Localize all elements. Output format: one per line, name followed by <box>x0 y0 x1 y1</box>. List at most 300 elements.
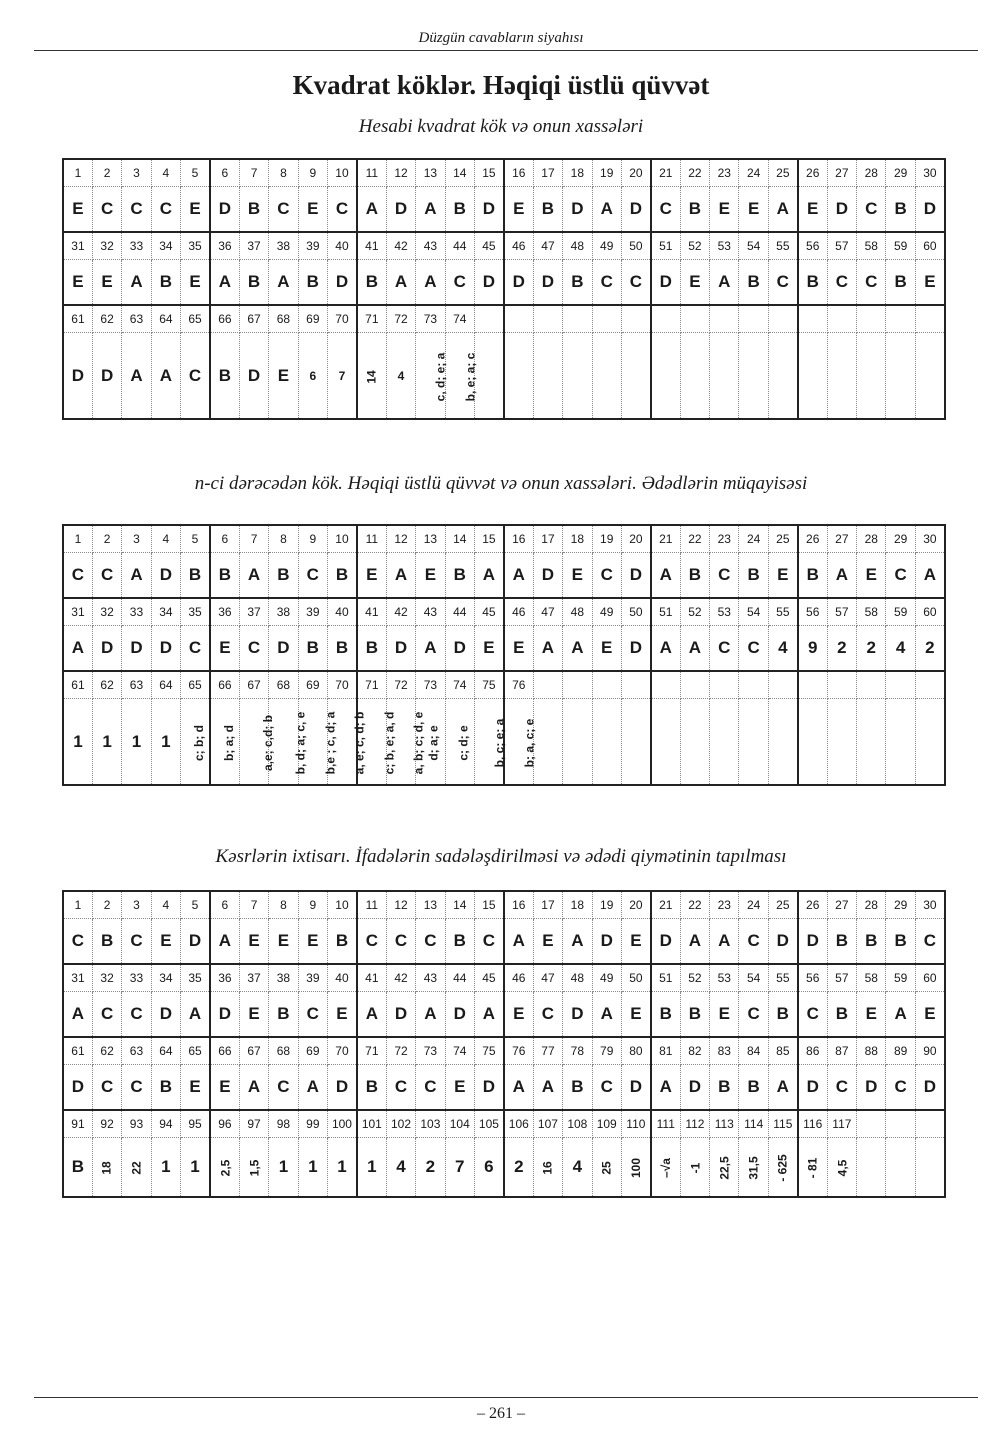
question-number: 6 <box>210 525 239 553</box>
question-number <box>504 305 533 333</box>
question-number: 22 <box>680 159 709 187</box>
question-number: 62 <box>92 1037 121 1065</box>
question-number: 60 <box>915 232 945 260</box>
answer-cell: E <box>680 260 709 306</box>
question-number: 89 <box>886 1037 915 1065</box>
answer-cell: A <box>563 626 592 672</box>
answer-cell: B <box>563 260 592 306</box>
answer-cell: A <box>563 919 592 965</box>
answer-cell: B <box>357 1065 386 1111</box>
question-number: 47 <box>533 232 562 260</box>
question-number: 61 <box>63 1037 92 1065</box>
question-number: 38 <box>269 598 298 626</box>
answer-cell: C <box>592 260 621 306</box>
answer-cell: D <box>680 1065 709 1111</box>
answer-cell: C <box>63 919 92 965</box>
question-number: 67 <box>239 305 268 333</box>
answer-row <box>63 553 945 599</box>
question-number: 69 <box>298 305 327 333</box>
question-number: 21 <box>651 159 680 187</box>
question-number: 13 <box>416 525 445 553</box>
question-number: 43 <box>416 964 445 992</box>
answer-cell: B <box>886 187 915 233</box>
question-number: 85 <box>768 1037 797 1065</box>
answer-cell: 1 <box>181 1138 210 1198</box>
question-number: 17 <box>533 525 562 553</box>
answer-cell: E <box>239 919 268 965</box>
answer-cell: A <box>533 626 562 672</box>
answer-cell: C <box>857 260 886 306</box>
answer-cell: C <box>857 187 886 233</box>
answer-cell: D <box>563 992 592 1038</box>
answer-cell: 2 <box>857 626 886 672</box>
answer-cell: E <box>710 992 739 1038</box>
question-number: 2 <box>92 525 121 553</box>
question-number: 47 <box>533 964 562 992</box>
answer-cell: C <box>269 187 298 233</box>
answer-cell: B <box>357 260 386 306</box>
answer-cell <box>445 699 474 786</box>
answer-cell: B <box>92 919 121 965</box>
answer-cell <box>651 333 680 420</box>
question-number: 73 <box>416 671 445 699</box>
answer-cell <box>592 699 621 786</box>
question-number: 61 <box>63 305 92 333</box>
question-number: 52 <box>680 598 709 626</box>
answer-cell: D <box>92 333 121 420</box>
question-number: 3 <box>122 159 151 187</box>
answer-cell: C <box>386 1065 415 1111</box>
question-number: 8 <box>269 891 298 919</box>
question-number: 43 <box>416 232 445 260</box>
question-number: 32 <box>92 598 121 626</box>
answer-cell: D <box>915 1065 945 1111</box>
question-number: 20 <box>621 159 650 187</box>
question-number <box>915 305 945 333</box>
question-number: 15 <box>474 159 503 187</box>
question-number: 37 <box>239 964 268 992</box>
question-number: 74 <box>445 1037 474 1065</box>
answer-cell <box>857 1138 886 1198</box>
question-number: 40 <box>328 598 357 626</box>
answer-cell: D <box>533 553 562 599</box>
answer-cell <box>886 699 915 786</box>
answer-cell <box>680 1138 709 1198</box>
answer-cell <box>504 333 533 420</box>
answer-cell: D <box>181 919 210 965</box>
question-number: 41 <box>357 964 386 992</box>
answer-cell: C <box>533 992 562 1038</box>
answer-cell: C <box>592 553 621 599</box>
question-number: 19 <box>592 159 621 187</box>
question-number <box>768 671 797 699</box>
answer-row <box>63 333 945 420</box>
answer-cell: B <box>798 260 827 306</box>
question-number <box>680 671 709 699</box>
question-number: 17 <box>533 891 562 919</box>
answer-cell <box>563 699 592 786</box>
question-number: 114 <box>739 1110 768 1138</box>
question-number: 59 <box>886 232 915 260</box>
question-number: 22 <box>680 891 709 919</box>
question-number: 44 <box>445 964 474 992</box>
answer-cell: B <box>210 333 239 420</box>
answer-cell: 4 <box>886 626 915 672</box>
question-number: 64 <box>151 671 180 699</box>
answer-cell <box>592 333 621 420</box>
answer-cell: 2 <box>416 1138 445 1198</box>
question-number: 9 <box>298 891 327 919</box>
question-number <box>798 305 827 333</box>
running-head: Düzgün cavabların siyahısı <box>418 30 584 46</box>
answer-cell: A <box>504 919 533 965</box>
answer-cell: B <box>269 553 298 599</box>
question-number: 45 <box>474 964 503 992</box>
question-number: 54 <box>739 964 768 992</box>
answer-cell: C <box>798 992 827 1038</box>
answer-cell <box>210 699 239 786</box>
question-number: 21 <box>651 525 680 553</box>
question-number: 52 <box>680 232 709 260</box>
answer-cell <box>474 699 507 786</box>
question-number: 2 <box>92 159 121 187</box>
question-number <box>827 305 856 333</box>
answer-cell: D <box>210 187 239 233</box>
question-number: 12 <box>386 159 415 187</box>
question-number: 70 <box>328 671 357 699</box>
answer-cell: B <box>886 919 915 965</box>
question-number: 23 <box>710 891 739 919</box>
answer-cell: E <box>63 260 92 306</box>
question-number <box>710 305 739 333</box>
question-number: 27 <box>827 891 856 919</box>
answer-cell: B <box>445 187 474 233</box>
question-number: 92 <box>92 1110 121 1138</box>
answer-text: 18 <box>100 1161 115 1175</box>
answer-cell: A <box>768 187 797 233</box>
question-number: 55 <box>768 232 797 260</box>
question-number: 37 <box>239 232 268 260</box>
question-number: 69 <box>298 671 327 699</box>
answer-row <box>63 626 945 672</box>
answer-cell: D <box>151 553 180 599</box>
answer-cell: D <box>386 992 415 1038</box>
answer-table-1 <box>62 158 946 420</box>
answer-cell: A <box>416 260 445 306</box>
answer-cell: A <box>151 333 180 420</box>
question-number: 76 <box>504 1037 533 1065</box>
answer-cell <box>621 333 650 420</box>
question-number: 71 <box>357 671 386 699</box>
answer-cell: 1 <box>151 699 180 786</box>
answer-cell <box>827 333 856 420</box>
answer-cell: C <box>474 919 503 965</box>
question-number: 71 <box>357 305 386 333</box>
answer-cell <box>915 1138 945 1198</box>
answer-cell: A <box>710 919 739 965</box>
question-number: 1 <box>63 159 92 187</box>
question-number: 28 <box>857 891 886 919</box>
answer-row <box>63 699 945 786</box>
answer-text: d; a; e <box>426 724 441 761</box>
question-number: 108 <box>563 1110 592 1138</box>
answer-cell <box>474 333 503 420</box>
question-number: 96 <box>210 1110 239 1138</box>
question-number: 61 <box>63 671 92 699</box>
question-number <box>857 305 886 333</box>
answer-cell: B <box>210 553 239 599</box>
question-number: 5 <box>181 159 210 187</box>
answer-text: c; b; d <box>192 724 207 761</box>
question-number: 22 <box>680 525 709 553</box>
answer-cell <box>210 1138 239 1198</box>
answer-cell: C <box>122 992 151 1038</box>
question-number: 37 <box>239 598 268 626</box>
question-number: 16 <box>504 891 533 919</box>
question-number: 24 <box>739 525 768 553</box>
answer-cell <box>445 333 477 420</box>
question-number: 45 <box>474 232 503 260</box>
answer-cell: C <box>739 626 768 672</box>
question-number: 1 <box>63 525 92 553</box>
answer-cell: D <box>592 919 621 965</box>
question-number: 20 <box>621 891 650 919</box>
answer-cell: D <box>915 187 945 233</box>
answer-cell: C <box>269 1065 298 1111</box>
question-number <box>857 1110 886 1138</box>
answer-cell: A <box>357 187 386 233</box>
answer-text: b; a; d <box>221 724 236 761</box>
answer-cell <box>739 699 768 786</box>
page-number: – 261 – <box>477 1405 525 1422</box>
answer-cell: C <box>181 333 210 420</box>
answer-cell <box>181 699 210 786</box>
question-number: 91 <box>63 1110 92 1138</box>
question-number: 86 <box>798 1037 827 1065</box>
question-number: 79 <box>592 1037 621 1065</box>
question-number: 33 <box>122 598 151 626</box>
answer-cell: E <box>269 333 298 420</box>
question-number: 39 <box>298 232 327 260</box>
question-number: 46 <box>504 232 533 260</box>
question-number: 17 <box>533 159 562 187</box>
question-number: 58 <box>857 964 886 992</box>
answer-cell: E <box>563 553 592 599</box>
question-number: 72 <box>386 305 415 333</box>
question-number: 98 <box>269 1110 298 1138</box>
question-number <box>768 305 797 333</box>
question-number: 55 <box>768 964 797 992</box>
answer-cell: A <box>827 553 856 599</box>
answer-cell: A <box>768 1065 797 1111</box>
question-number: 103 <box>416 1110 445 1138</box>
question-number: 75 <box>474 1037 503 1065</box>
answer-cell: 2 <box>915 626 945 672</box>
question-number-row <box>63 1110 945 1138</box>
answer-cell: E <box>739 187 768 233</box>
question-number: 73 <box>416 305 445 333</box>
answer-cell: A <box>63 992 92 1038</box>
answer-cell: A <box>474 553 503 599</box>
answer-cell: D <box>328 1065 357 1111</box>
question-number: 82 <box>680 1037 709 1065</box>
question-number: 59 <box>886 964 915 992</box>
question-number: 73 <box>416 1037 445 1065</box>
question-number <box>680 305 709 333</box>
answer-cell <box>886 333 915 420</box>
question-number: 115 <box>768 1110 797 1138</box>
question-number: 39 <box>298 964 327 992</box>
question-number: 67 <box>239 1037 268 1065</box>
answer-cell: B <box>563 1065 592 1111</box>
question-number: 23 <box>710 525 739 553</box>
answer-cell <box>915 699 945 786</box>
answer-text: b,e ; c, d; a <box>322 711 337 774</box>
answer-cell: A <box>63 626 92 672</box>
answer-cell: B <box>680 992 709 1038</box>
question-number: 47 <box>533 598 562 626</box>
question-number: 40 <box>328 232 357 260</box>
answer-table-3 <box>62 890 946 1198</box>
answer-cell: C <box>710 553 739 599</box>
answer-cell: C <box>122 1065 151 1111</box>
question-number: 19 <box>592 525 621 553</box>
answer-cell: D <box>63 333 92 420</box>
answer-cell: B <box>739 553 768 599</box>
answer-row <box>63 1065 945 1111</box>
answer-cell: C <box>328 187 357 233</box>
answer-cell: C <box>915 919 945 965</box>
question-number: 40 <box>328 964 357 992</box>
question-number: 27 <box>827 159 856 187</box>
question-number: 56 <box>798 232 827 260</box>
answer-cell: E <box>621 919 650 965</box>
question-number: 58 <box>857 232 886 260</box>
answer-cell: C <box>122 919 151 965</box>
answer-cell: B <box>710 1065 739 1111</box>
answer-cell: A <box>651 626 680 672</box>
question-number: 26 <box>798 891 827 919</box>
answer-cell <box>886 1138 915 1198</box>
answer-cell: C <box>416 1065 445 1111</box>
question-number <box>621 305 650 333</box>
answer-text: 2,5 <box>217 1159 232 1177</box>
question-number <box>915 671 945 699</box>
answer-cell: B <box>298 626 327 672</box>
question-number: 104 <box>445 1110 474 1138</box>
answer-cell: B <box>239 260 268 306</box>
answer-cell: D <box>122 626 151 672</box>
question-number: 78 <box>563 1037 592 1065</box>
answer-cell: A <box>651 1065 680 1111</box>
answer-cell: A <box>210 260 239 306</box>
question-number: 62 <box>92 671 121 699</box>
answer-cell: 4 <box>386 333 415 420</box>
question-number <box>710 671 739 699</box>
answer-cell: C <box>386 919 415 965</box>
answer-cell <box>416 333 448 420</box>
question-number: 16 <box>504 159 533 187</box>
question-number: 44 <box>445 232 474 260</box>
question-number: 19 <box>592 891 621 919</box>
answer-cell: B <box>827 992 856 1038</box>
question-number-row <box>63 671 945 699</box>
answer-cell: D <box>445 992 474 1038</box>
answer-cell: 6 <box>298 333 327 420</box>
answer-cell: A <box>386 260 415 306</box>
question-number: 36 <box>210 598 239 626</box>
question-number: 41 <box>357 232 386 260</box>
question-number: 106 <box>504 1110 533 1138</box>
question-number: 63 <box>122 671 151 699</box>
answer-cell: C <box>357 919 386 965</box>
answer-cell: A <box>210 919 239 965</box>
question-number: 90 <box>915 1037 945 1065</box>
answer-cell: C <box>298 553 327 599</box>
answer-cell: D <box>92 626 121 672</box>
question-number: 46 <box>504 598 533 626</box>
answer-text: - 81 <box>805 1157 820 1179</box>
question-number: 11 <box>357 891 386 919</box>
answer-cell: E <box>533 919 562 965</box>
question-number: 56 <box>798 964 827 992</box>
answer-cell: D <box>651 260 680 306</box>
question-number: 29 <box>886 891 915 919</box>
question-number: 42 <box>386 964 415 992</box>
question-number: 53 <box>710 232 739 260</box>
answer-table-2 <box>62 524 946 786</box>
answer-cell: B <box>533 187 562 233</box>
question-number: 57 <box>827 964 856 992</box>
question-number <box>592 671 621 699</box>
question-number: 2 <box>92 891 121 919</box>
answer-cell: A <box>122 553 151 599</box>
answer-cell: 1 <box>357 1138 386 1198</box>
question-number: 5 <box>181 891 210 919</box>
question-number: 4 <box>151 525 180 553</box>
question-number <box>827 671 856 699</box>
answer-cell: D <box>474 1065 503 1111</box>
question-number: 53 <box>710 964 739 992</box>
question-number: 1 <box>63 891 92 919</box>
question-number: 74 <box>445 305 474 333</box>
question-number: 99 <box>298 1110 327 1138</box>
answer-text: b, c; e; a <box>492 718 507 767</box>
question-number <box>739 671 768 699</box>
answer-cell: D <box>328 260 357 306</box>
question-number: 38 <box>269 964 298 992</box>
answer-cell: E <box>181 187 210 233</box>
question-number: 23 <box>710 159 739 187</box>
answer-text: b; a, c; e <box>522 718 537 767</box>
answer-cell: B <box>445 553 474 599</box>
question-number: 32 <box>92 964 121 992</box>
question-number: 64 <box>151 305 180 333</box>
answer-cell: E <box>621 992 650 1038</box>
question-number: 102 <box>386 1110 415 1138</box>
answer-cell <box>798 333 827 420</box>
question-number <box>533 671 562 699</box>
answer-cell: C <box>122 187 151 233</box>
question-number: 39 <box>298 598 327 626</box>
answer-cell: B <box>63 1138 92 1198</box>
question-number: 62 <box>92 305 121 333</box>
answer-cell: C <box>92 1065 121 1111</box>
question-number: 44 <box>445 598 474 626</box>
question-number: 70 <box>328 305 357 333</box>
answer-cell: 1 <box>151 1138 180 1198</box>
answer-cell: A <box>239 553 268 599</box>
